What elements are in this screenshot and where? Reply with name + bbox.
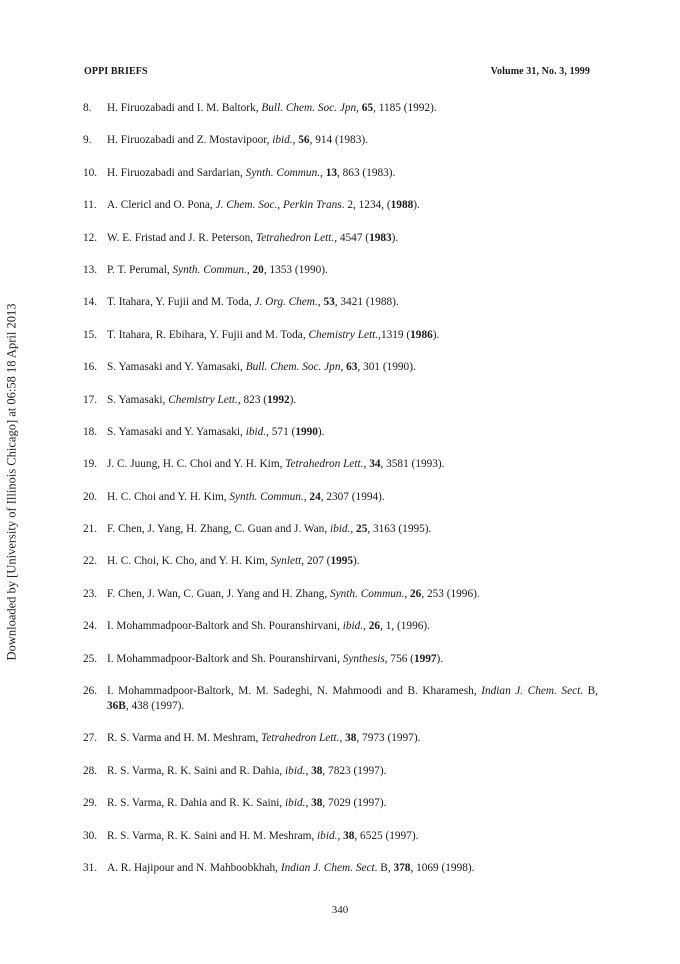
reference-authors: R. S. Varma, R. K. Saini and H. M. Meshram, xyxy=(107,829,318,842)
reference-pages-year: , 7823 (1997). xyxy=(322,764,387,777)
reference-authors: J. C. Juung, H. C. Choi and Y. H. Kim, xyxy=(107,458,286,471)
reference-number: 29. xyxy=(83,797,98,810)
reference-text xyxy=(107,861,598,876)
reference-separator: , xyxy=(303,490,310,503)
reference-journal: ibid. xyxy=(245,425,267,438)
reference-separator: , 4547 ( xyxy=(334,231,370,244)
reference-text xyxy=(107,829,598,844)
reference-volume: 36B xyxy=(107,700,126,713)
reference-authors: R. S. Varma, R. Dahia and R. K. Saini, xyxy=(107,797,286,810)
reference-text xyxy=(107,360,598,375)
reference-journal: Chemistry Lett. xyxy=(168,393,238,406)
reference-volume: 13 xyxy=(325,166,337,179)
reference-journal: Synth. Commun. xyxy=(329,587,405,600)
reference-authors: H. C. Choi, K. Cho, and Y. H. Kim, xyxy=(107,555,271,568)
reference-pages-year: , 1353 (1990). xyxy=(263,263,328,276)
reference-text xyxy=(107,619,598,634)
reference-separator: , xyxy=(339,732,346,745)
reference-number: 20. xyxy=(83,490,98,503)
reference-item xyxy=(83,619,598,634)
reference-journal: ibid. xyxy=(272,134,293,147)
reference-volume: 56 xyxy=(298,134,310,147)
reference-journal: ibid. xyxy=(342,620,364,633)
reference-pages-year: , 253 (1996). xyxy=(421,587,480,600)
reference-pages-year: ). xyxy=(317,425,325,438)
reference-item xyxy=(83,295,598,310)
reference-separator: , xyxy=(246,263,253,276)
reference-pages-year: , 1185 (1992). xyxy=(373,102,437,114)
reference-journal: ibid. xyxy=(317,829,338,842)
reference-item xyxy=(83,731,598,746)
reference-volume: 26 xyxy=(368,620,381,633)
reference-text xyxy=(107,457,598,472)
reference-authors: W. E. Fristad and J. R. Peterson, xyxy=(107,231,256,244)
reference-number: 8. xyxy=(83,102,92,114)
reference-volume: 25 xyxy=(356,523,368,536)
reference-authors: F. Chen, J. Yang, H. Zhang, C. Guan and J. Wan, xyxy=(107,523,330,536)
reference-authors: I. Mohammadpoor-Baltork, M. M. Sadeghi, N. Mahmoodi and B. Kharamesh, xyxy=(107,685,482,698)
reference-authors: H. Firuozabadi and Sardarian, xyxy=(107,166,246,179)
reference-separator: , xyxy=(363,620,369,633)
reference-journal: ibid. xyxy=(285,797,306,810)
reference-pages-year: ). xyxy=(353,555,360,568)
reference-separator: , 207 ( xyxy=(301,555,331,568)
reference-separator: , 571 ( xyxy=(266,425,296,438)
reference-number: 22. xyxy=(83,555,98,568)
reference-authors: I. Mohammadpoor-Baltork and Sh. Pouranshirvani, xyxy=(107,620,343,633)
reference-journal: Indian J. Chem. Sect xyxy=(280,861,375,874)
reference-item xyxy=(83,133,598,148)
reference-number: 24. xyxy=(83,620,98,633)
reference-number: 15. xyxy=(83,328,98,341)
reference-text xyxy=(107,425,598,440)
reference-item xyxy=(83,231,598,246)
reference-item xyxy=(83,587,598,602)
download-stamp xyxy=(0,0,24,964)
reference-pages-year: , 3421 (1988). xyxy=(334,296,399,309)
reference-pages-year: ). xyxy=(436,652,444,665)
reference-pages-year: , 1, (1996). xyxy=(380,620,430,633)
reference-number: 9. xyxy=(83,134,92,147)
reference-item xyxy=(83,198,598,213)
reference-text xyxy=(107,522,598,537)
reference-pages-year: ). xyxy=(391,231,399,244)
reference-pages-year: , 7029 (1997). xyxy=(322,797,387,810)
reference-item xyxy=(83,360,598,375)
reference-text xyxy=(107,684,598,714)
reference-text xyxy=(107,490,598,505)
reference-separator: , xyxy=(350,523,357,536)
reference-number: 19. xyxy=(83,458,98,471)
reference-authors: H. Firuozabadi and Z. Mostavipoor, xyxy=(107,134,273,147)
reference-volume: 38 xyxy=(345,732,357,745)
reference-text xyxy=(107,198,598,213)
reference-journal: ibid. xyxy=(285,764,306,777)
reference-text xyxy=(107,393,598,408)
reference-separator: , xyxy=(356,102,362,114)
download-stamp-text: Downloaded by [University of Illinois Chicago] at 06:58 18 April 2013 xyxy=(4,303,19,661)
reference-number: 12. xyxy=(83,231,98,244)
reference-separator: , xyxy=(340,361,347,374)
reference-number: 11. xyxy=(83,199,97,212)
reference-text xyxy=(107,328,598,343)
reference-number: 28. xyxy=(83,764,98,777)
reference-separator: , xyxy=(404,587,411,600)
reference-separator: , xyxy=(363,458,370,471)
reference-number: 26. xyxy=(83,685,98,698)
reference-journal: Chemistry Lett. xyxy=(308,328,379,341)
reference-separator: , 823 ( xyxy=(237,393,268,406)
reference-text xyxy=(107,554,598,569)
reference-authors: A. Clericl and O. Pona, xyxy=(107,199,216,212)
page-number: 340 xyxy=(331,904,349,916)
reference-volume: 38 xyxy=(343,829,355,842)
reference-volume: 26 xyxy=(410,587,422,600)
reference-text xyxy=(107,796,598,811)
reference-separator: . B, xyxy=(374,861,394,874)
reference-item xyxy=(83,328,598,343)
reference-volume: 1992 xyxy=(267,393,290,406)
reference-journal: Bull. Chem. Soc. Jpn xyxy=(261,102,357,114)
reference-text xyxy=(107,652,598,667)
reference-number: 31. xyxy=(83,861,98,874)
reference-item xyxy=(83,829,598,844)
reference-journal: Synthesis xyxy=(342,652,385,665)
reference-text xyxy=(107,295,598,310)
reference-separator: , xyxy=(292,134,299,147)
reference-number: 13. xyxy=(83,263,98,276)
reference-separator: , xyxy=(305,764,312,777)
reference-authors: F. Chen, J. Wan, C. Guan, J. Yang and H. Zhang, xyxy=(107,587,330,600)
reference-text xyxy=(107,166,598,181)
reference-authors: R. S. Varma and H. M. Meshram, xyxy=(107,732,262,745)
reference-pages-year: , 7973 (1997). xyxy=(356,732,421,745)
reference-text xyxy=(107,731,598,746)
reference-authors: S. Yamasaki and Y. Yamasaki, xyxy=(107,361,246,374)
reference-number: 21. xyxy=(83,523,98,536)
reference-authors: T. Itahara, Y. Fujii and M. Toda, xyxy=(107,296,255,309)
reference-item xyxy=(83,393,598,408)
reference-number: 18. xyxy=(83,425,98,438)
reference-number: 17. xyxy=(83,393,98,406)
reference-volume: 1990 xyxy=(295,425,318,438)
reference-text xyxy=(107,101,598,116)
reference-pages-year: , 6525 (1997). xyxy=(354,829,419,842)
reference-volume: 1997 xyxy=(413,652,437,665)
reference-number: 25. xyxy=(83,652,98,665)
reference-pages-year: , 438 (1997). xyxy=(125,700,185,713)
reference-item xyxy=(83,796,598,811)
reference-journal: J. Chem. Soc., Perkin Trans xyxy=(215,199,342,212)
reference-journal: J. Org. Chem. xyxy=(254,296,318,309)
reference-journal: ibid. xyxy=(329,523,351,536)
reference-volume: 38 xyxy=(311,797,323,810)
reference-item xyxy=(83,263,598,278)
reference-separator: ,1319 ( xyxy=(378,328,411,341)
reference-item xyxy=(83,457,598,472)
reference-separator: , xyxy=(337,829,344,842)
reference-authors: H. Firuozabadi and I. M. Baltork, xyxy=(107,102,262,114)
reference-separator: , 756 ( xyxy=(384,652,414,665)
reference-number: 10. xyxy=(83,166,98,179)
reference-pages-year: ). xyxy=(289,393,297,406)
reference-journal: Synlett xyxy=(270,555,302,568)
header-volume: Volume 31, No. 3, 1999 xyxy=(490,66,590,77)
reference-text xyxy=(107,231,598,246)
reference-separator: , xyxy=(317,296,324,309)
reference-pages-year: , 863 (1983). xyxy=(337,166,396,179)
reference-pages-year: , 3581 (1993). xyxy=(380,458,445,471)
running-header xyxy=(84,66,590,77)
reference-list xyxy=(83,101,598,893)
reference-pages-year: ). xyxy=(413,199,420,212)
reference-item xyxy=(83,861,598,876)
reference-item xyxy=(83,425,598,440)
reference-number: 30. xyxy=(83,829,98,842)
reference-pages-year: , 2307 (1994). xyxy=(320,490,385,503)
reference-volume: 1995 xyxy=(330,555,354,568)
header-journal: OPPI BRIEFS xyxy=(84,66,148,77)
reference-pages-year: , 301 (1990). xyxy=(357,361,416,374)
reference-authors: I. Mohammadpoor-Baltork and Sh. Pouranshirvani, xyxy=(107,652,343,665)
reference-number: 27. xyxy=(83,732,98,745)
reference-volume: 65 xyxy=(361,102,374,114)
reference-authors: H. C. Choi and Y. H. Kim, xyxy=(107,490,230,503)
reference-volume: 53 xyxy=(323,296,335,309)
reference-authors: S. Yamasaki and Y. Yamasaki, xyxy=(107,425,246,438)
reference-authors: A. R. Hajipour and N. Mahboobkhah, xyxy=(107,861,281,874)
reference-journal: Tetrahedron Lett. xyxy=(261,732,340,745)
reference-separator: . 2, 1234, ( xyxy=(341,199,391,212)
reference-pages-year: ). xyxy=(432,328,440,341)
reference-text xyxy=(107,263,598,278)
reference-pages-year: , 3163 (1995). xyxy=(367,523,432,536)
reference-item xyxy=(83,684,598,714)
reference-separator: , xyxy=(305,797,312,810)
reference-journal: Tetrahedron Lett. xyxy=(285,458,364,471)
reference-item xyxy=(83,554,598,569)
reference-volume: 63 xyxy=(346,361,358,374)
reference-journal: Tetrahedron Lett. xyxy=(255,231,335,244)
reference-item xyxy=(83,166,598,181)
reference-number: 16. xyxy=(83,361,98,374)
reference-journal: Bull. Chem. Soc. Jpn xyxy=(245,361,341,374)
reference-authors: T. Itahara, R. Ebihara, Y. Fujii and M. Toda, xyxy=(107,328,309,341)
reference-journal: Synth. Commun. xyxy=(172,263,247,276)
reference-volume: 1988 xyxy=(390,199,414,212)
reference-number: 14. xyxy=(83,296,98,309)
reference-item xyxy=(83,522,598,537)
reference-text xyxy=(107,764,598,779)
reference-volume: 38 xyxy=(311,764,323,777)
reference-authors: P. T. Perumal, xyxy=(107,263,173,276)
reference-journal: Synth. Commun. xyxy=(229,490,304,503)
reference-text xyxy=(107,587,598,602)
reference-volume: 1986 xyxy=(410,328,433,341)
reference-volume: 24 xyxy=(309,490,321,503)
reference-journal: Synth. Commun. xyxy=(245,166,321,179)
reference-separator: . B, xyxy=(580,685,598,698)
reference-item xyxy=(83,764,598,779)
reference-journal: Indian J. Chem. Sect xyxy=(481,685,581,698)
reference-separator: , xyxy=(320,166,326,179)
reference-item xyxy=(83,652,598,667)
reference-volume: 378 xyxy=(393,861,411,874)
reference-pages-year: , 1069 (1998). xyxy=(410,861,475,874)
reference-authors: S. Yamasaki, xyxy=(107,393,169,406)
reference-text xyxy=(107,133,598,148)
reference-volume: 20 xyxy=(252,263,264,276)
reference-volume: 1983 xyxy=(369,231,392,244)
reference-item xyxy=(83,101,598,116)
reference-volume: 34 xyxy=(369,458,381,471)
reference-authors: R. S. Varma, R. K. Saini and R. Dahia, xyxy=(107,764,286,777)
reference-number: 23. xyxy=(83,587,98,600)
reference-item xyxy=(83,490,598,505)
reference-pages-year: , 914 (1983). xyxy=(309,134,368,147)
